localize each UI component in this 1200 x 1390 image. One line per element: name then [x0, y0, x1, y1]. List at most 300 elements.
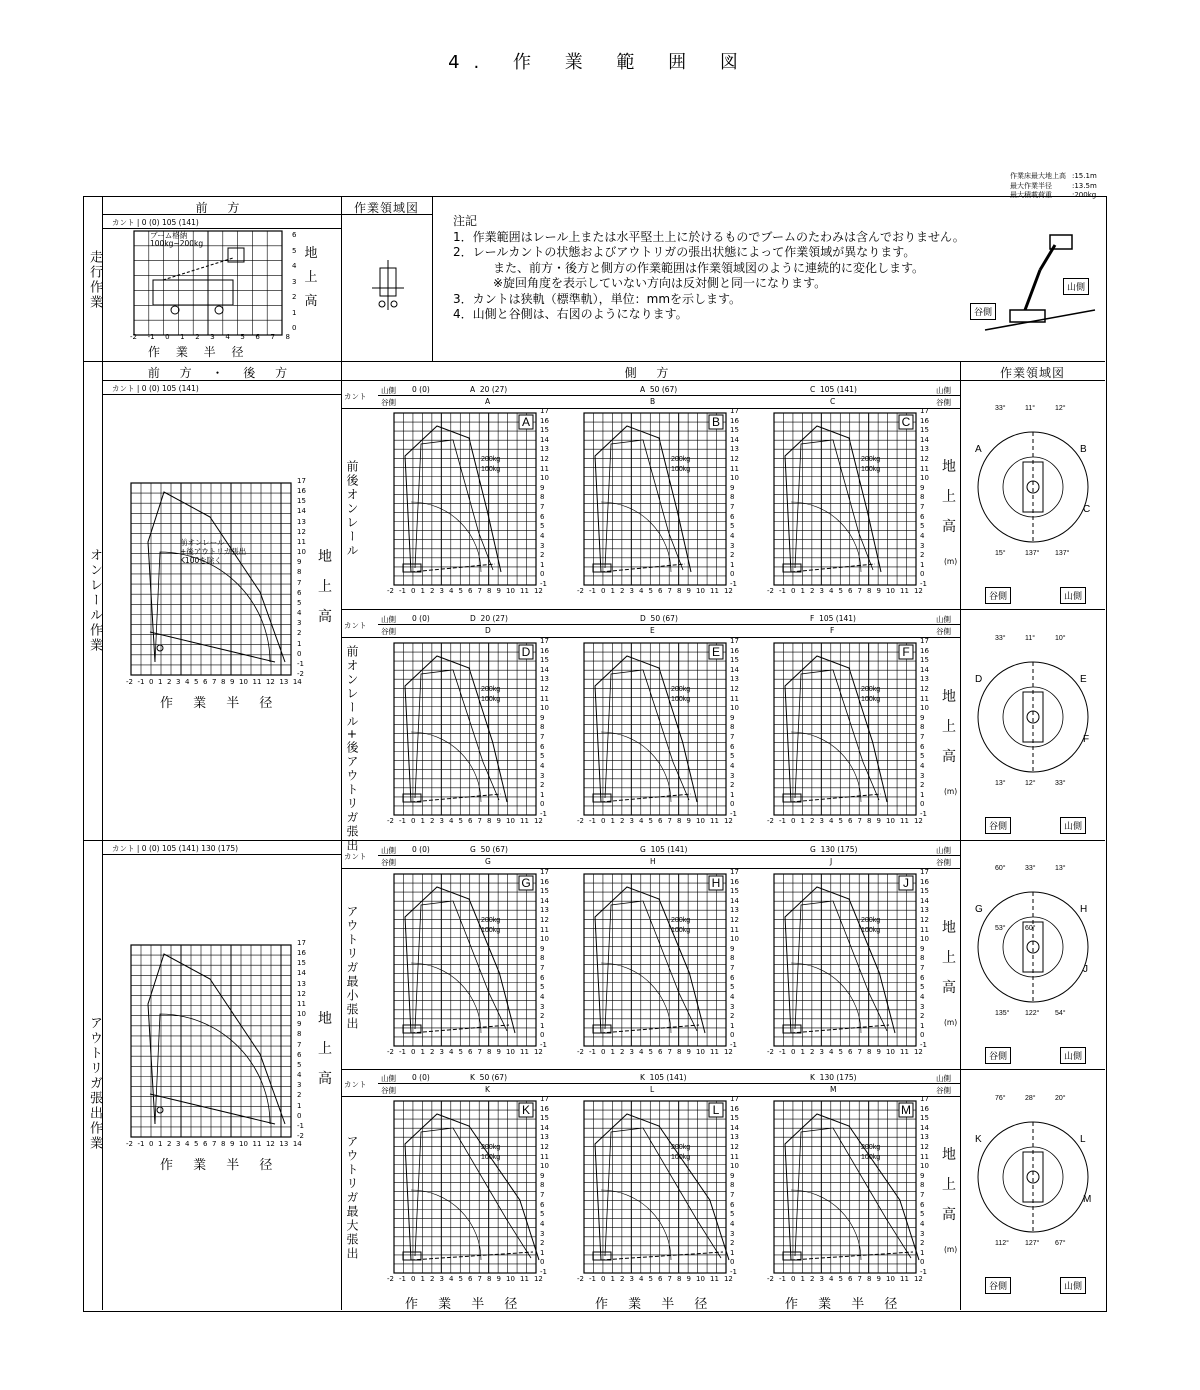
- x-tick: 2: [430, 587, 435, 595]
- y-tick: 10: [730, 1162, 739, 1171]
- x-tick-labels: [577, 587, 733, 595]
- y-tick: 7: [540, 733, 545, 742]
- direction-letter: H: [1080, 904, 1088, 915]
- y-tick: 2: [920, 1239, 925, 1248]
- y-tick: 8: [297, 1030, 302, 1039]
- x-tick: 1: [800, 1275, 805, 1283]
- mountain-label: 山側: [381, 615, 396, 624]
- x-tick: 8: [867, 1275, 872, 1283]
- y-tick: 12: [297, 989, 306, 998]
- x-tick: 10: [696, 817, 705, 825]
- y-tick: 8: [540, 954, 545, 963]
- y-tick: 1: [297, 639, 302, 648]
- notes-block: [453, 214, 965, 323]
- cant-label: カント: [344, 392, 367, 401]
- valley-badge: 谷側: [985, 587, 1011, 604]
- y-tick: 12: [730, 455, 739, 464]
- y-tick: 7: [297, 578, 302, 587]
- y-tick: 17: [920, 868, 929, 876]
- chart-letter: H: [711, 876, 721, 890]
- inner-circle: [1003, 917, 1063, 977]
- x-tick: 10: [886, 1048, 895, 1056]
- x-tick: 13: [279, 678, 289, 686]
- y-axis-label: 地上高: [318, 549, 332, 625]
- envelope-curve: [595, 426, 691, 572]
- angle-label: 11°: [1025, 405, 1036, 412]
- vehicle-shape: [593, 794, 611, 802]
- x-tick: -2: [387, 587, 394, 595]
- cant-value: 0 (0): [412, 845, 430, 854]
- y-tick: 11: [540, 694, 549, 703]
- x-tick: 2: [167, 1140, 172, 1148]
- x-tick: -1: [589, 1048, 596, 1056]
- x-tick: 10: [696, 1275, 705, 1283]
- x-tick: 10: [886, 817, 895, 825]
- onrail-cant-row: カント | 0 (0) 105 (141): [112, 384, 199, 393]
- wheel: [171, 306, 179, 314]
- travel-y-label: 地上高: [304, 246, 318, 309]
- load-label: 200kg: [861, 917, 881, 924]
- x-tick: 0: [149, 1140, 154, 1148]
- y-tick: -1: [297, 659, 304, 668]
- y-tick: 10: [920, 935, 929, 944]
- y-tick: 16: [297, 949, 306, 958]
- top-view-icon: [368, 258, 408, 318]
- row-label-4: アウトリガ最大張出: [345, 1135, 359, 1261]
- x-tick: 10: [696, 587, 705, 595]
- valley-badge: 谷側: [985, 1047, 1011, 1064]
- valley-badge: 谷側: [985, 1277, 1011, 1294]
- chart-letter: M: [901, 1103, 911, 1117]
- y-tick: 1: [540, 790, 545, 799]
- x-tick: 11: [899, 817, 909, 825]
- y-tick: 7: [920, 733, 925, 742]
- load-label: 200kg: [861, 686, 881, 693]
- y-tick: 7: [920, 964, 925, 973]
- y-tick: 11: [730, 464, 739, 473]
- load-label: 200kg: [481, 1144, 501, 1151]
- cant-value: K 50 (67): [470, 1073, 508, 1082]
- boom-line: [791, 1252, 913, 1260]
- x-tick: 7: [212, 1140, 217, 1148]
- x-tick: 8: [221, 678, 226, 686]
- x-tick: 10: [696, 1048, 705, 1056]
- x-tick: 5: [838, 1275, 843, 1283]
- y-tick: 14: [920, 665, 929, 674]
- y-tick-labels: [730, 408, 739, 588]
- mountain-label-right: 山側: [936, 1074, 951, 1083]
- x-tick: 2: [620, 817, 625, 825]
- x-tick: 7: [270, 333, 275, 341]
- y-tick: 7: [540, 1191, 545, 1200]
- cant-value: D 50 (67): [640, 614, 678, 623]
- y-tick: 16: [920, 416, 929, 425]
- angle-label: 60°: [1025, 925, 1036, 932]
- y-tick: 7: [730, 733, 735, 742]
- row-divider: [341, 1096, 960, 1097]
- x-tick: 6: [658, 817, 663, 825]
- arc-curve: [155, 552, 270, 662]
- x-tick: -2: [130, 333, 137, 341]
- y-tick-labels: [920, 869, 929, 1049]
- y-tick: 15: [730, 656, 739, 665]
- y-axis-label: 地上高: [942, 689, 956, 765]
- y-tick: 12: [730, 916, 739, 925]
- direction-label: E: [650, 626, 655, 635]
- boom-line: [411, 1252, 533, 1260]
- x-tick: 6: [658, 587, 663, 595]
- direction-letter: L: [1080, 1134, 1086, 1145]
- angle-label: 33°: [1025, 865, 1036, 872]
- x-tick: 3: [439, 1275, 444, 1283]
- x-tick: 8: [677, 817, 682, 825]
- wheel: [157, 645, 163, 651]
- x-tick: 1: [420, 1275, 425, 1283]
- cant-value: G 50 (67): [470, 845, 508, 854]
- x-tick: 10: [506, 587, 515, 595]
- y-tick: 8: [730, 493, 735, 502]
- chart-letter: L: [712, 1103, 720, 1117]
- y-tick: 9: [920, 713, 925, 722]
- y-tick: 6: [540, 512, 545, 521]
- y-tick: 17: [540, 1095, 549, 1103]
- y-tick-labels: [540, 408, 549, 588]
- side-chart-J: [773, 873, 917, 1047]
- angle-label: 28°: [1025, 1095, 1036, 1102]
- wheel: [157, 1107, 163, 1113]
- x-tick-labels: [126, 1140, 302, 1148]
- vehicle-shape: [593, 564, 611, 572]
- note-1: 1．作業範囲はレール上または水平堅土上に於けるものでブームのたわみは含んでおりません。: [453, 229, 965, 244]
- x-tick: 4: [225, 333, 230, 341]
- x-tick: -2: [577, 1048, 584, 1056]
- y-tick: 1: [920, 1021, 925, 1030]
- y-tick: 10: [297, 1010, 306, 1019]
- y-tick: 6: [540, 742, 545, 751]
- y-tick: 14: [540, 896, 549, 905]
- y-tick: 2: [297, 629, 302, 638]
- x-axis-label: 作 業 半 径: [405, 1297, 526, 1312]
- y-tick: 0: [730, 800, 735, 809]
- x-tick: 6: [848, 1275, 853, 1283]
- boom-line: [601, 564, 685, 572]
- x-tick: 3: [819, 1275, 824, 1283]
- x-tick: 7: [857, 1048, 862, 1056]
- x-tick: 7: [667, 1048, 672, 1056]
- x-tick: 7: [477, 817, 482, 825]
- y-tick: 9: [730, 1171, 735, 1180]
- x-tick: 6: [203, 1140, 208, 1148]
- direction-label: H: [650, 857, 656, 866]
- load-label: 200kg: [481, 917, 501, 924]
- y-tick: 5: [297, 598, 302, 607]
- x-tick: 5: [838, 817, 843, 825]
- y-tick: -1: [730, 809, 737, 818]
- y-tick: 3: [540, 1002, 545, 1011]
- note-4: 4．山側と谷側は、右図のようになります。: [453, 307, 688, 321]
- x-tick: 1: [180, 333, 185, 341]
- y-tick: 12: [920, 916, 929, 925]
- y-tick: 16: [540, 416, 549, 425]
- x-tick: 3: [629, 1275, 634, 1283]
- angle-label: 67°: [1055, 1240, 1066, 1247]
- load-label: 100kg: [481, 927, 501, 934]
- x-tick: 6: [468, 1275, 473, 1283]
- x-tick: 11: [899, 1275, 909, 1283]
- x-tick: 1: [420, 587, 425, 595]
- y-tick: 17: [540, 868, 549, 876]
- load-label: 100kg: [481, 1154, 501, 1161]
- mountain-badge: 山側: [1060, 1047, 1086, 1064]
- y-tick: 3: [297, 619, 302, 628]
- x-tick: -1: [779, 587, 786, 595]
- load-label: 100kg: [481, 696, 501, 703]
- angle-label: 127°: [1025, 1240, 1040, 1247]
- header-work-area: 作業領域図: [353, 201, 419, 215]
- travel-note-1: ブーム格納: [150, 231, 188, 240]
- y-tick: 4: [920, 531, 925, 540]
- x-tick: 6: [203, 678, 208, 686]
- y-tick: 10: [540, 935, 549, 944]
- mountain-badge: 山側: [1063, 278, 1089, 295]
- vehicle-shape: [403, 564, 421, 572]
- x-tick: 10: [886, 587, 895, 595]
- envelope-curve: [785, 656, 887, 802]
- angle-label: 135°: [995, 1010, 1010, 1017]
- note-2b: また、前方・後方と側方の作業範囲は作業領域図のように連続的に変化します。: [493, 260, 925, 275]
- x-tick: -2: [126, 678, 133, 686]
- y-tick: 13: [540, 675, 549, 684]
- angle-label: 12°: [1055, 405, 1066, 412]
- x-tick: 11: [899, 587, 909, 595]
- y-tick: 7: [540, 964, 545, 973]
- y-tick: 2: [540, 1239, 545, 1248]
- y-tick: 1: [730, 560, 735, 569]
- y-tick: 2: [540, 1012, 545, 1021]
- x-tick: 2: [167, 678, 172, 686]
- row-label-1: 前後オンレール: [345, 460, 359, 558]
- y-tick-labels: [730, 869, 739, 1049]
- x-tick: 10: [506, 1048, 515, 1056]
- boom-line: [150, 632, 275, 662]
- side-chart-A: [393, 412, 537, 586]
- y-tick: 12: [540, 455, 549, 464]
- y-tick: 6: [730, 742, 735, 751]
- y-tick: 13: [540, 1133, 549, 1142]
- y-tick: 3: [920, 1002, 925, 1011]
- x-tick: 7: [857, 1275, 862, 1283]
- row-label-2: 前オンレール+後アウトリガ張出: [345, 645, 359, 854]
- y-tick: 8: [540, 1181, 545, 1190]
- y-tick: 9: [540, 1171, 545, 1180]
- y-tick: 6: [920, 742, 925, 751]
- load-label: 200kg: [671, 456, 691, 463]
- vehicle-shape: [403, 794, 421, 802]
- y-tick: 11: [297, 537, 306, 546]
- inner-circle: [1003, 457, 1063, 517]
- x-tick: 1: [158, 678, 163, 686]
- angle-label: 122°: [1025, 1010, 1040, 1017]
- load-label: 100kg: [861, 927, 881, 934]
- y-tick: 8: [297, 568, 302, 577]
- y-tick: 13: [920, 675, 929, 684]
- y-tick: 0: [920, 1258, 925, 1267]
- note-2: 2．レールカントの状態およびアウトリガの張出状態によって作業領域が異なります。: [453, 245, 916, 259]
- y-tick: 5: [540, 522, 545, 531]
- y-axis-label: 地上高: [942, 459, 956, 535]
- x-tick: 14: [292, 1140, 302, 1148]
- y-tick: 4: [730, 761, 735, 770]
- y-tick: 13: [730, 906, 739, 915]
- x-tick: 5: [240, 333, 245, 341]
- y-tick: 5: [297, 1060, 302, 1069]
- x-tick: 11: [252, 678, 262, 686]
- y-tick: 13: [730, 675, 739, 684]
- y-tick: 2: [540, 781, 545, 790]
- x-tick: 11: [709, 1048, 719, 1056]
- side-chart-B: [583, 412, 727, 586]
- y-tick: 15: [540, 1114, 549, 1123]
- boom-line: [791, 794, 881, 802]
- y-tick: 6: [920, 973, 925, 982]
- y-tick: 6: [292, 231, 297, 239]
- x-tick: 12: [723, 587, 733, 595]
- header-work-area-2: 作業領域図: [999, 366, 1065, 380]
- y-tick: 0: [540, 1258, 545, 1267]
- section-travel: 走行作業: [87, 250, 102, 310]
- x-tick: 5: [458, 817, 463, 825]
- x-tick: 3: [210, 333, 215, 341]
- x-tick-labels: [126, 678, 302, 686]
- y-tick: 1: [540, 1248, 545, 1257]
- y-tick-labels: [920, 408, 929, 588]
- direction-letter: E: [1080, 674, 1087, 685]
- y-tick: 10: [920, 1162, 929, 1171]
- y-tick: 13: [297, 979, 306, 988]
- y-tick: 9: [730, 713, 735, 722]
- x-tick: 3: [176, 678, 181, 686]
- y-tick: -1: [920, 579, 927, 588]
- x-tick: 5: [838, 1048, 843, 1056]
- x-tick: 8: [867, 587, 872, 595]
- y-tick: 1: [730, 1248, 735, 1257]
- y-tick: 13: [297, 517, 306, 526]
- y-tick: 3: [297, 1081, 302, 1090]
- y-tick: 14: [297, 969, 306, 978]
- x-tick: 1: [158, 1140, 163, 1148]
- y-tick: 7: [540, 503, 545, 512]
- y-tick: 4: [730, 531, 735, 540]
- y-tick: 15: [540, 426, 549, 435]
- y-tick: 11: [920, 925, 929, 934]
- y-tick: 9: [540, 713, 545, 722]
- x-tick: 1: [610, 817, 615, 825]
- direction-label: J: [830, 857, 833, 866]
- load-label: 100kg: [861, 466, 881, 473]
- x-tick: 6: [658, 1275, 663, 1283]
- x-tick: 2: [430, 817, 435, 825]
- x-tick: 2: [620, 1048, 625, 1056]
- valley-label-right: 谷側: [936, 858, 951, 867]
- y-tick: 13: [730, 445, 739, 454]
- arc-curve: [155, 1014, 270, 1124]
- y-tick: 12: [730, 685, 739, 694]
- y-tick: 5: [730, 752, 735, 761]
- x-tick: -1: [779, 817, 786, 825]
- y-tick: 12: [920, 1143, 929, 1152]
- vehicle-shape: [403, 1025, 421, 1033]
- x-tick: -2: [767, 1275, 774, 1283]
- valley-badge: 谷側: [985, 817, 1011, 834]
- direction-letter: F: [1083, 734, 1090, 745]
- direction-label: B: [650, 397, 656, 406]
- x-tick: 12: [533, 1275, 543, 1283]
- x-tick: -1: [779, 1048, 786, 1056]
- vehicle-shape: [593, 1025, 611, 1033]
- y-tick: 12: [540, 916, 549, 925]
- y-tick: -1: [920, 1040, 927, 1049]
- y-tick: -1: [920, 1267, 927, 1276]
- x-tick: 8: [487, 587, 492, 595]
- y-tick: 5: [730, 522, 735, 531]
- row-divider: [378, 1083, 960, 1084]
- x-tick: 12: [723, 1275, 733, 1283]
- x-tick-labels: [577, 817, 733, 825]
- x-tick: 9: [496, 1048, 501, 1056]
- valley-label: 谷側: [381, 398, 396, 407]
- angle-label: 11°: [1025, 635, 1036, 642]
- travel-cant-row: カント | 0 (0) 105 (141): [112, 218, 199, 227]
- x-tick: -2: [577, 587, 584, 595]
- y-tick: 15: [730, 1114, 739, 1123]
- load-label: 100kg: [671, 1154, 691, 1161]
- x-tick: 0: [411, 1048, 416, 1056]
- y-tick: 8: [730, 723, 735, 732]
- y-tick: 10: [920, 704, 929, 713]
- x-tick: -1: [399, 1275, 406, 1283]
- y-tick: 15: [730, 887, 739, 896]
- x-tick: 4: [449, 1275, 454, 1283]
- y-axis-label: 地上高: [942, 1147, 956, 1223]
- y-tick: 3: [540, 771, 545, 780]
- x-tick: 2: [810, 1048, 815, 1056]
- y-tick: 12: [540, 685, 549, 694]
- x-tick: 3: [819, 587, 824, 595]
- y-tick: 17: [730, 1095, 739, 1103]
- direction-label: D: [485, 626, 491, 635]
- y-tick: 5: [920, 752, 925, 761]
- x-tick: 7: [477, 587, 482, 595]
- valley-label: 谷側: [381, 858, 396, 867]
- x-tick: 9: [496, 587, 501, 595]
- y-tick: 10: [730, 704, 739, 713]
- direction-letter: B: [1080, 444, 1087, 455]
- y-tick: 16: [730, 1104, 739, 1113]
- y-tick: 15: [540, 887, 549, 896]
- x-axis-label: 作 業 半 径: [160, 696, 281, 711]
- vehicle-shape: [403, 1252, 421, 1260]
- y-tick: 12: [920, 455, 929, 464]
- y-tick: 3: [920, 541, 925, 550]
- y-tick: 2: [730, 1012, 735, 1021]
- x-tick: 5: [194, 1140, 199, 1148]
- y-tick: 2: [920, 1012, 925, 1021]
- y-tick: 17: [920, 637, 929, 645]
- x-tick: 3: [819, 1048, 824, 1056]
- inner-circle: [1003, 687, 1063, 747]
- row-divider: [341, 868, 960, 869]
- x-tick: 7: [667, 587, 672, 595]
